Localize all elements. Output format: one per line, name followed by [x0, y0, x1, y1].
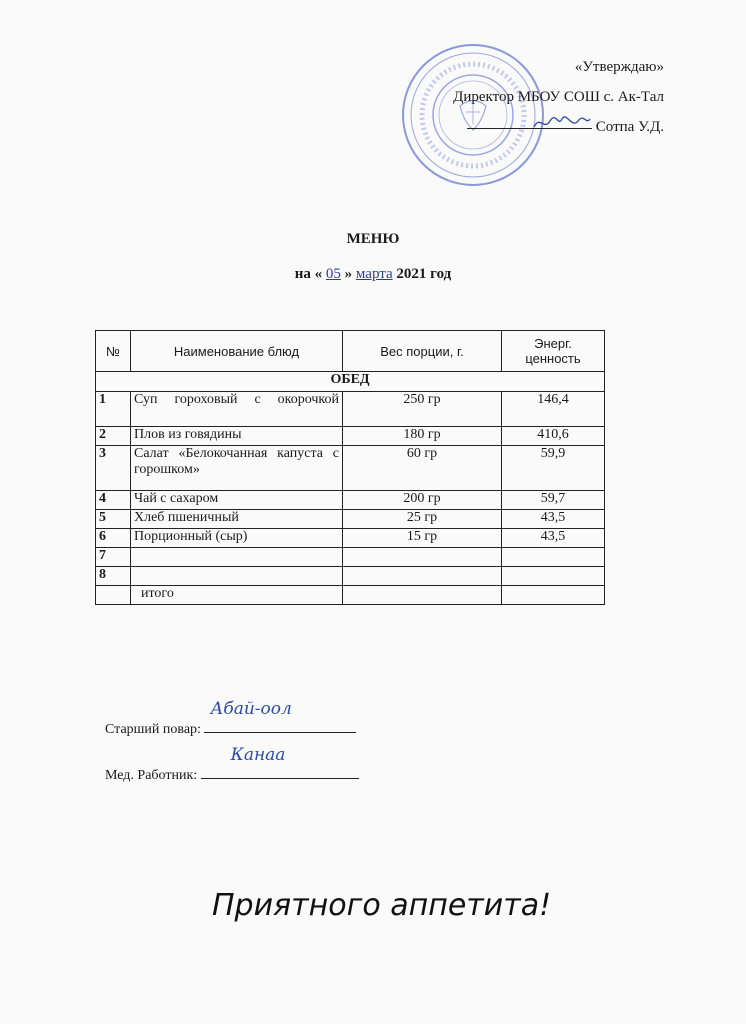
dish-weight: 25 гр: [343, 510, 502, 529]
menu-title: МЕНЮ: [346, 231, 400, 247]
date-day: 05: [325, 266, 341, 282]
medic-signature: Канаа: [230, 745, 286, 765]
total-row: [96, 586, 605, 605]
approval-position: Директор МБОУ СОШ с. Ак-Тал: [453, 89, 664, 105]
row-number: 1: [96, 392, 131, 427]
table-row: [96, 427, 605, 446]
row-number: 2: [96, 427, 131, 446]
medic-signature-line: [201, 745, 359, 779]
dish-energy: 410,6: [502, 427, 605, 446]
row-number: 7: [96, 548, 131, 567]
table-row: [96, 529, 605, 548]
closing-message: Приятного аппетита!: [212, 888, 552, 923]
dish-energy: 43,5: [502, 510, 605, 529]
approval-block: [453, 52, 664, 142]
dish-name: Хлеб пшеничный: [131, 510, 343, 529]
row-number: 6: [96, 529, 131, 548]
table-header-row: [96, 331, 605, 372]
table-row: [96, 392, 605, 427]
col-header-name: Наименование блюд: [131, 331, 343, 372]
total-weight-cell: [343, 586, 502, 605]
dish-energy: 59,7: [502, 491, 605, 510]
table-row: [96, 567, 605, 586]
dish-weight: [343, 567, 502, 586]
medic-label: Мед. Работник:: [105, 768, 198, 783]
dish-energy: 59,9: [502, 446, 605, 491]
row-number: 3: [96, 446, 131, 491]
dish-name: [131, 567, 343, 586]
total-label: итого: [131, 586, 343, 605]
dish-name: Чай с сахаром: [131, 491, 343, 510]
date-prefix: на «: [294, 266, 323, 282]
dish-name: Суп гороховый с окорочкой: [131, 392, 343, 427]
cook-signature-line: [204, 699, 356, 733]
section-row: [96, 372, 605, 392]
dish-weight: 250 гр: [343, 392, 502, 427]
medic-signature-row: [105, 745, 359, 799]
section-label: ОБЕД: [96, 372, 605, 392]
dish-energy: 43,5: [502, 529, 605, 548]
row-number: 4: [96, 491, 131, 510]
table-row: [96, 510, 605, 529]
dish-energy: [502, 548, 605, 567]
dish-weight: [343, 548, 502, 567]
date-year: 2021 год: [396, 266, 452, 282]
table-row: [96, 446, 605, 491]
dish-weight: 60 гр: [343, 446, 502, 491]
table-row: [96, 491, 605, 510]
row-number: 5: [96, 510, 131, 529]
approval-signature-row: [453, 112, 664, 142]
table-row: [96, 548, 605, 567]
director-signature-line: [467, 112, 592, 129]
dish-energy: [502, 567, 605, 586]
dish-name: Салат «Белокочанная капуста с горошком»: [131, 446, 343, 491]
dish-weight: 200 гр: [343, 491, 502, 510]
menu-date: [0, 266, 746, 283]
col-header-number: №: [96, 331, 131, 372]
dish-name: Порционный (сыр): [131, 529, 343, 548]
dish-name: [131, 548, 343, 567]
cook-label: Старший повар:: [105, 722, 201, 737]
menu-table: [95, 330, 605, 605]
approval-signer: Сотпа У.Д.: [595, 119, 664, 135]
row-number: 8: [96, 567, 131, 586]
col-header-energy: Энерг. ценность: [502, 331, 605, 372]
signatures-block: [105, 699, 359, 799]
director-signature: [532, 113, 592, 131]
dish-weight: 180 гр: [343, 427, 502, 446]
total-number-cell: [96, 586, 131, 605]
cook-signature: Абай-оол: [210, 699, 292, 719]
date-mid: »: [344, 266, 353, 282]
col-header-weight: Вес порции, г.: [343, 331, 502, 372]
approval-heading: «Утверждаю»: [574, 59, 664, 75]
dish-weight: 15 гр: [343, 529, 502, 548]
dish-name: Плов из говядины: [131, 427, 343, 446]
dish-energy: 146,4: [502, 392, 605, 427]
total-energy-cell: [502, 586, 605, 605]
date-month: марта: [355, 266, 393, 282]
